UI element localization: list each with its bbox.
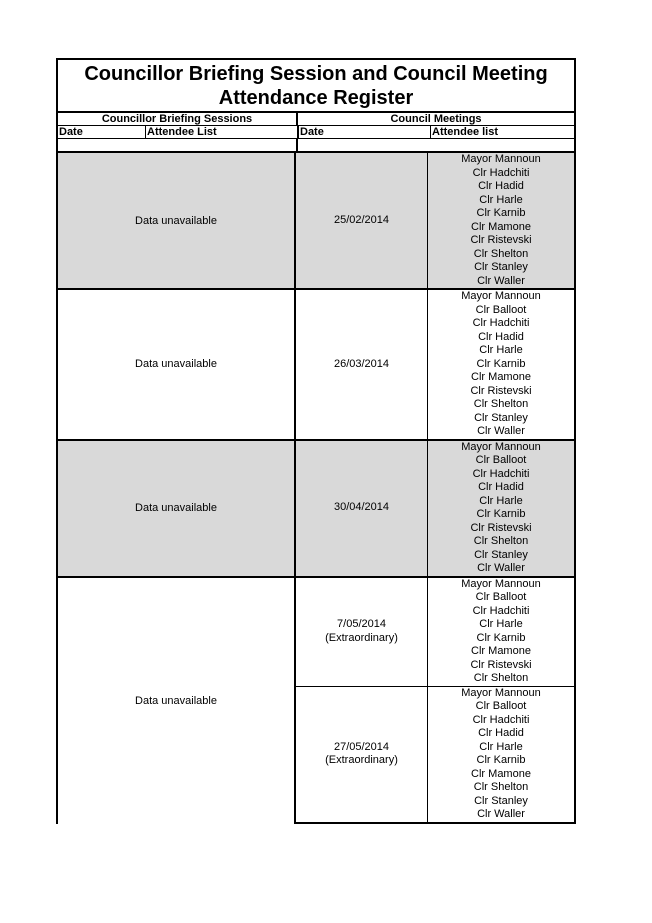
- attendee-name: Mayor Mannoun: [461, 153, 541, 165]
- meeting-row: [296, 153, 574, 288]
- meeting-date-cell: [296, 578, 428, 686]
- meeting-date: 30/04/2014: [333, 501, 390, 514]
- register-row-group: [58, 290, 574, 441]
- attendee-name: Clr Ristevski: [470, 234, 532, 246]
- meetings-column: [296, 441, 574, 576]
- attendee-name: Clr Shelton: [473, 247, 529, 260]
- register-row-group: [58, 441, 574, 578]
- attendee-name: Clr Mamone: [471, 371, 531, 383]
- register-body: [58, 153, 574, 824]
- attendee-name: Mayor Mannoun: [461, 577, 541, 590]
- meeting-attendee-list: [428, 441, 574, 576]
- meeting-attendee-list: [428, 578, 574, 686]
- meeting-attendee-list: [428, 687, 574, 822]
- meetings-column: [296, 290, 574, 439]
- attendee-name: Clr Shelton: [473, 398, 529, 410]
- attendee-name: Mayor Mannoun: [461, 440, 541, 453]
- meeting-row: [296, 578, 574, 686]
- meeting-date: 25/02/2014: [333, 213, 390, 226]
- briefing-date-header: Date: [58, 126, 146, 138]
- meeting-attendee-list: [428, 290, 574, 439]
- attendee-name: Clr Waller: [477, 562, 525, 574]
- attendee-name: Clr Hadchiti: [472, 166, 530, 179]
- meeting-date-cell: [296, 687, 428, 822]
- attendee-name: Clr Mamone: [471, 767, 531, 780]
- briefing-session-cell: Data unavailable: [58, 290, 296, 439]
- attendee-name: Clr Stanley: [474, 261, 528, 273]
- attendance-register-table: [56, 58, 576, 824]
- attendee-name: Clr Balloot: [475, 454, 527, 466]
- attendee-name: Clr Karnib: [476, 357, 526, 370]
- briefing-session-cell: Data unavailable: [58, 578, 296, 824]
- attendee-name: Clr Shelton: [473, 781, 529, 793]
- attendee-name: Clr Waller: [477, 808, 525, 820]
- attendee-name: Clr Mamone: [471, 220, 531, 233]
- title-line-2: Attendance Register: [218, 87, 414, 109]
- meeting-attendee-header: Attendee list: [432, 126, 499, 138]
- attendee-name: Clr Hadchiti: [472, 317, 530, 329]
- attendee-name: Clr Hadid: [478, 180, 524, 192]
- briefing-group-header: Councillor Briefing Sessions: [58, 113, 298, 125]
- attendee-name: Clr Hadid: [478, 481, 524, 493]
- meetings-column: [296, 578, 574, 824]
- attendee-name: Clr Hadchiti: [472, 467, 530, 480]
- attendee-name: Mayor Mannoun: [461, 686, 541, 699]
- attendee-name: Clr Harle: [479, 740, 523, 753]
- attendee-name: Clr Mamone: [471, 645, 531, 657]
- attendee-name: Clr Balloot: [475, 700, 527, 712]
- attendee-name: Clr Hadchiti: [472, 604, 530, 617]
- attendee-name: Clr Stanley: [474, 411, 528, 424]
- meeting-date-cell: [296, 153, 428, 288]
- meeting-date: 7/05/2014: [337, 618, 386, 630]
- briefing-session-cell: Data unavailable: [58, 441, 296, 576]
- attendee-name: Clr Waller: [477, 425, 525, 437]
- attendee-name: Clr Karnib: [476, 207, 526, 219]
- attendee-name: Clr Karnib: [476, 508, 526, 520]
- header-spacer-row: [58, 139, 574, 153]
- attendee-name: Clr Stanley: [474, 548, 528, 561]
- attendee-name: Clr Stanley: [474, 794, 528, 807]
- column-header-row: [58, 126, 574, 139]
- meeting-date: 26/03/2014: [333, 357, 390, 370]
- meeting-date: 27/05/2014: [333, 740, 390, 753]
- attendee-name: Clr Harle: [479, 193, 523, 206]
- attendee-name: Clr Karnib: [476, 754, 526, 766]
- attendee-name: Clr Shelton: [473, 535, 529, 547]
- attendee-name: Clr Harle: [479, 494, 523, 507]
- attendee-name: Clr Balloot: [475, 303, 527, 316]
- meeting-type-note: (Extraordinary): [325, 754, 398, 766]
- attendee-name: Clr Hadid: [478, 330, 524, 343]
- briefing-session-cell: Data unavailable: [58, 153, 296, 288]
- attendee-name: Clr Harle: [479, 344, 523, 356]
- meeting-date-cell: [296, 290, 428, 439]
- meetings-column: [296, 153, 574, 288]
- group-header-row: [58, 113, 574, 126]
- attendee-name: Clr Hadid: [478, 727, 524, 739]
- title-line-1: Councillor Briefing Session and Council Meeting: [84, 63, 548, 85]
- meetings-group-header: Council Meetings: [390, 113, 482, 125]
- attendee-name: Clr Ristevski: [470, 384, 532, 397]
- register-row-group: [58, 578, 574, 824]
- attendee-name: Clr Harle: [479, 618, 523, 630]
- attendee-name: Clr Hadchiti: [472, 713, 530, 726]
- meeting-row: [296, 290, 574, 439]
- attendee-name: Clr Balloot: [475, 591, 527, 603]
- meeting-type-note: (Extraordinary): [325, 631, 398, 644]
- meeting-date-cell: [296, 441, 428, 576]
- attendee-name: Clr Waller: [477, 274, 525, 287]
- meeting-row: [296, 441, 574, 576]
- meeting-date-header: Date: [299, 126, 431, 138]
- meeting-attendee-list: [428, 153, 574, 288]
- attendee-name: Clr Ristevski: [470, 521, 532, 534]
- register-title: [58, 60, 574, 113]
- register-row-group: [58, 153, 574, 290]
- attendee-name: Mayor Mannoun: [461, 290, 541, 302]
- attendee-name: Clr Shelton: [473, 672, 529, 684]
- meeting-row: [296, 686, 574, 824]
- attendee-name: Clr Karnib: [476, 631, 526, 644]
- briefing-attendee-header: Attendee List: [146, 126, 299, 138]
- attendee-name: Clr Ristevski: [470, 658, 532, 671]
